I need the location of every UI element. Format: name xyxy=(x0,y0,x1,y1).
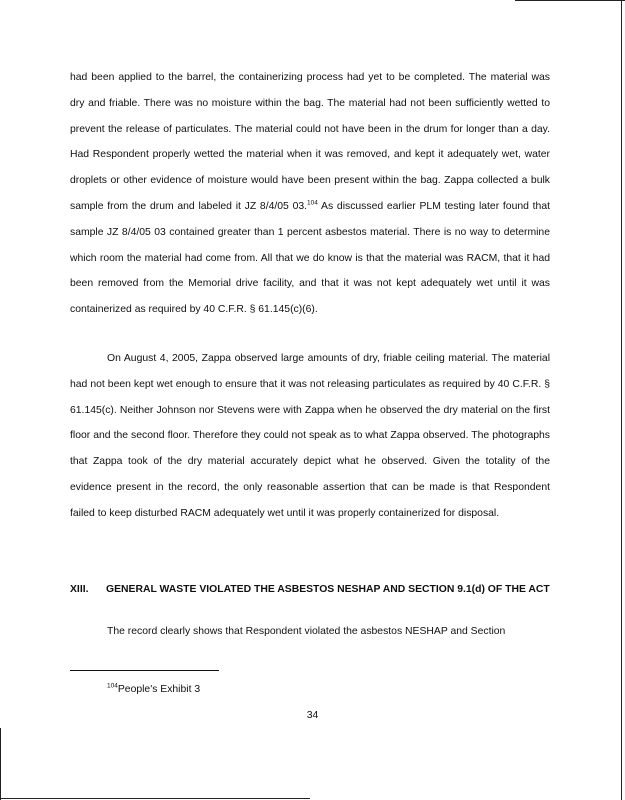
footnote-divider xyxy=(70,670,219,671)
footnote-text: People's Exhibit 3 xyxy=(117,684,201,695)
scan-edge-left xyxy=(0,728,1,800)
body-paragraph-2: On August 4, 2005, Zappa observed large amounts of dry, friable ceiling material. The material had not been kept wet enough to ensure that it was not releasing particulates as required by 40 C.F.R. § 61.145(c). Neither Johnson nor Stevens were with Zappa when he observed the dry material on the first floor and the second floor. Therefore they could not speak as to what Zappa observed. The photographs that Zappa took of the dry material accurately depict what he observed. Given the totality of the evidence present in the record, the only reasonable assertion that can be made is that Respondent failed to keep disturbed RACM adequately wet until it was properly containerized for disposal. xyxy=(70,353,550,519)
section-number: XIII. xyxy=(70,584,89,595)
scan-edge-right xyxy=(621,0,622,800)
footnote-mark: 104 xyxy=(107,682,118,690)
body-paragraph-1 xyxy=(70,65,550,323)
page-number: 34 xyxy=(306,710,319,721)
paragraph-1-text-b: As discussed earlier PLM testing later found that sample JZ 8/4/05 03 contained greater than 1 percent asbestos material. There is no way to determine which room the material had come from. All that we do know is that the material was RACM, that it had been removed from the Memorial drive facility, and that it was not kept adequately wet until it was containerized as required by 40 C.F.R. § 61.145(c)(6). xyxy=(70,200,550,316)
section-title: GENERAL WASTE VIOLATED THE ASBESTOS NESHAP AND SECTION 9.1(d) OF THE ACT xyxy=(106,584,550,595)
footnote-reference: 104 xyxy=(307,199,318,207)
body-paragraph-3: The record clearly shows that Respondent violated the asbestos NESHAP and Section xyxy=(107,626,506,637)
scan-edge-top xyxy=(515,0,625,1)
section-heading xyxy=(70,583,550,597)
paragraph-1-text-a: had been applied to the barrel, the containerizing process had yet to be completed. The material was dry and friable. There was no moisture within the bag. The material had not been sufficiently wetted to prevent the release of particulates. The material could not have been in the drum for longer than a day. Had Respondent properly wetted the material when it was removed, and kept it adequately wet, water droplets or other evidence of moisture would have been present within the bag. Zappa collected a bulk sample from the drum and labeled it JZ 8/4/05 03. xyxy=(70,72,550,212)
footnote xyxy=(107,684,200,695)
scan-edge-bottom xyxy=(0,798,310,799)
